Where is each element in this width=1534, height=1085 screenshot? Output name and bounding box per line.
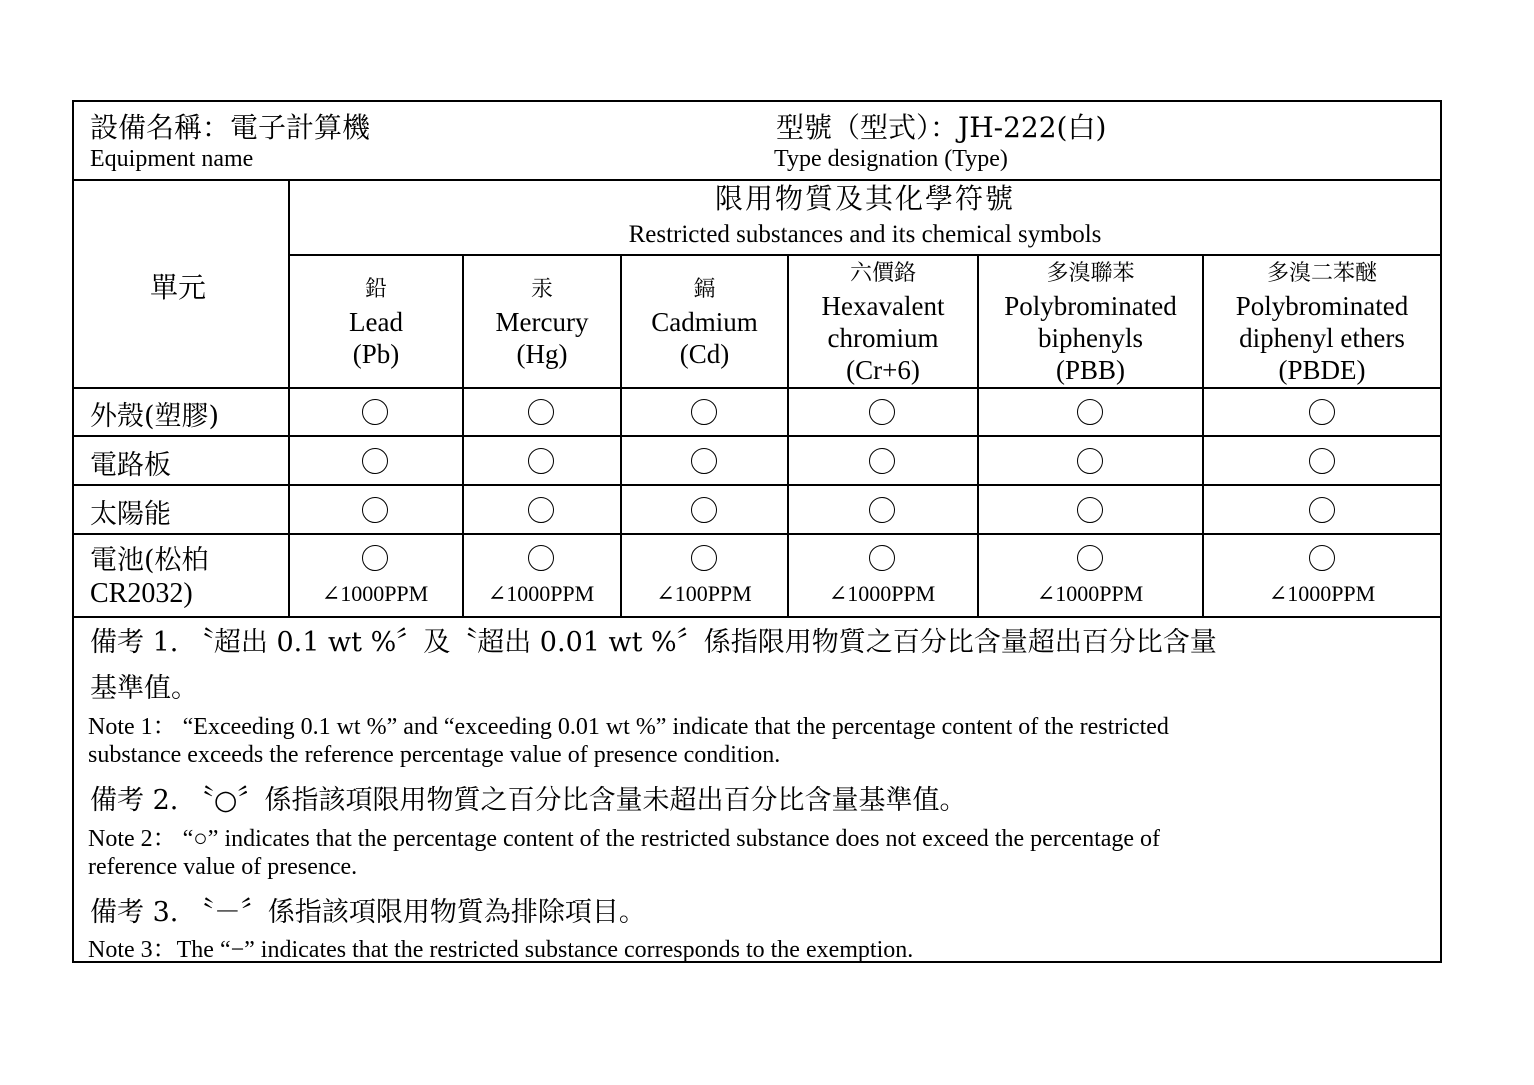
ppm-limit-text: ∠1000PPM <box>321 581 429 606</box>
presence-mark-cell <box>461 535 621 616</box>
ppm-limit-text: ∠1000PPM <box>1036 581 1144 606</box>
column-zh: 多溴聯苯 <box>1046 260 1135 286</box>
column-en: Hexavalent <box>821 290 945 321</box>
equipment-name-zh: 設備名稱：電子計算機 <box>90 111 371 144</box>
circle-mark-icon <box>1077 399 1103 425</box>
column-zh: 多溴二苯醚 <box>1266 260 1377 286</box>
ppm-limit-text: ∠100PPM <box>656 581 752 606</box>
group-title-en: Restricted substances and its chemical symbols <box>628 221 1102 248</box>
type-designation-en: Type designation (Type) <box>774 146 1008 172</box>
column-symbol: (Cd) <box>679 338 730 369</box>
presence-mark-cell <box>1010 535 1170 616</box>
presence-mark-cell <box>295 535 455 616</box>
ppm-limit-text: ∠1000PPM <box>1268 581 1376 606</box>
column-zh: 六價鉻 <box>849 260 916 286</box>
row-label-battery-line2: CR2032) <box>90 578 193 609</box>
presence-mark-cell <box>624 535 784 616</box>
circle-mark-icon <box>691 399 717 425</box>
circle-mark-icon <box>869 399 895 425</box>
column-en-line2: diphenyl ethers <box>1239 322 1405 353</box>
column-zh: 鉛 <box>364 276 387 302</box>
row-label-casing: 外殼(塑膠) <box>90 401 220 432</box>
note1-zh-line2: 基準值。 <box>90 673 198 704</box>
column-symbol: (PBDE) <box>1278 354 1366 385</box>
circle-mark-icon <box>528 545 554 571</box>
column-zh: 鎘 <box>693 276 716 302</box>
row-label-battery-line1: 電池(松柏 <box>90 545 209 576</box>
column-symbol: (Hg) <box>516 338 568 369</box>
type-designation-zh: 型號（型式）：JH-222(白) <box>776 111 1107 144</box>
circle-mark-icon <box>869 497 895 523</box>
presence-mark-cell <box>295 437 455 484</box>
column-en: Polybrominated <box>1004 290 1177 321</box>
presence-mark-cell <box>1010 389 1170 435</box>
column-en: Mercury <box>495 306 589 337</box>
column-en: Polybrominated <box>1235 290 1409 321</box>
row-label-solar: 太陽能 <box>90 499 171 530</box>
presence-mark-cell <box>802 389 962 435</box>
column-header-mercury <box>464 256 620 387</box>
presence-mark-cell <box>802 486 962 533</box>
note2-en-line1: Note 2： “○” indicates that the percentage content of the restricted substance does not exceed the percentage of <box>88 826 1161 852</box>
note1-zh-line1: 備考 1. 〝超出 0.1 wt %〞及〝超出 0.01 wt %〞係指限用物質之百分比含量超出百分比含量 <box>90 627 1217 658</box>
circle-mark-icon <box>691 497 717 523</box>
presence-mark-cell <box>1242 437 1402 484</box>
column-en: Cadmium <box>651 306 758 337</box>
grid-line <box>74 616 1440 618</box>
note3-en: Note 3：The “−” indicates that the restricted substance corresponds to the exemption. <box>88 937 914 963</box>
equipment-name-en: Equipment name <box>90 146 254 172</box>
header-row <box>74 102 1440 181</box>
column-header-pbde <box>1204 256 1440 387</box>
circle-mark-icon <box>362 448 388 474</box>
presence-mark-cell <box>461 389 621 435</box>
presence-mark-cell <box>295 486 455 533</box>
presence-mark-cell <box>624 437 784 484</box>
column-zh: 汞 <box>530 276 553 302</box>
circle-mark-icon <box>1077 448 1103 474</box>
circle-mark-icon <box>1309 545 1335 571</box>
column-symbol: (Cr+6) <box>846 354 920 385</box>
circle-mark-icon <box>869 545 895 571</box>
presence-mark-cell <box>802 535 962 616</box>
presence-mark-cell <box>461 437 621 484</box>
presence-mark-cell <box>1010 437 1170 484</box>
substances-group-title <box>290 180 1440 254</box>
circle-mark-icon <box>362 497 388 523</box>
ppm-limit-text: ∠1000PPM <box>487 581 595 606</box>
column-header-cadmium <box>622 256 787 387</box>
presence-mark-cell <box>1242 486 1402 533</box>
column-en: Lead <box>349 306 403 337</box>
column-header-lead <box>290 256 462 387</box>
rohs-declaration-table <box>72 100 1442 963</box>
presence-mark-cell <box>461 486 621 533</box>
presence-mark-cell <box>802 437 962 484</box>
column-en-line2: biphenyls <box>1038 322 1143 353</box>
column-symbol: (Pb) <box>352 338 400 369</box>
column-symbol: (PBB) <box>1055 354 1126 385</box>
circle-mark-icon <box>1309 497 1335 523</box>
presence-mark-cell <box>295 389 455 435</box>
note3-zh: 備考 3. 〝－〞係指該項限用物質為排除項目。 <box>90 897 646 928</box>
group-title-zh: 限用物質及其化學符號 <box>714 182 1015 215</box>
ppm-limit-text: ∠1000PPM <box>828 581 936 606</box>
circle-mark-icon <box>362 399 388 425</box>
note2-en-line2: reference value of presence. <box>88 854 358 880</box>
circle-mark-icon <box>1077 497 1103 523</box>
presence-mark-cell <box>1010 486 1170 533</box>
circle-mark-icon <box>1077 545 1103 571</box>
presence-mark-cell <box>1242 389 1402 435</box>
circle-mark-icon <box>1309 399 1335 425</box>
circle-mark-icon <box>691 545 717 571</box>
note2-zh: 備考 2. 〝○〞係指該項限用物質之百分比含量未超出百分比含量基準值。 <box>90 785 967 816</box>
row-label-circuit-board: 電路板 <box>90 450 171 481</box>
note1-en-line1: Note 1： “Exceeding 0.1 wt %” and “exceeding 0.01 wt %” indicate that the percentage content of the restricted <box>88 714 1169 740</box>
presence-mark-cell <box>624 486 784 533</box>
circle-mark-icon <box>528 497 554 523</box>
column-header-pbb <box>979 256 1202 387</box>
circle-mark-icon <box>869 448 895 474</box>
presence-mark-cell <box>1242 535 1402 616</box>
circle-mark-icon <box>1309 448 1335 474</box>
note1-en-line2: substance exceeds the reference percentage value of presence condition. <box>88 742 781 768</box>
circle-mark-icon <box>528 399 554 425</box>
column-header-hexavalent-chromium <box>789 256 977 387</box>
circle-mark-icon <box>528 448 554 474</box>
column-en-line2: chromium <box>827 322 939 353</box>
circle-mark-icon <box>362 545 388 571</box>
circle-mark-icon <box>691 448 717 474</box>
unit-header: 單元 <box>150 271 207 304</box>
presence-mark-cell <box>624 389 784 435</box>
